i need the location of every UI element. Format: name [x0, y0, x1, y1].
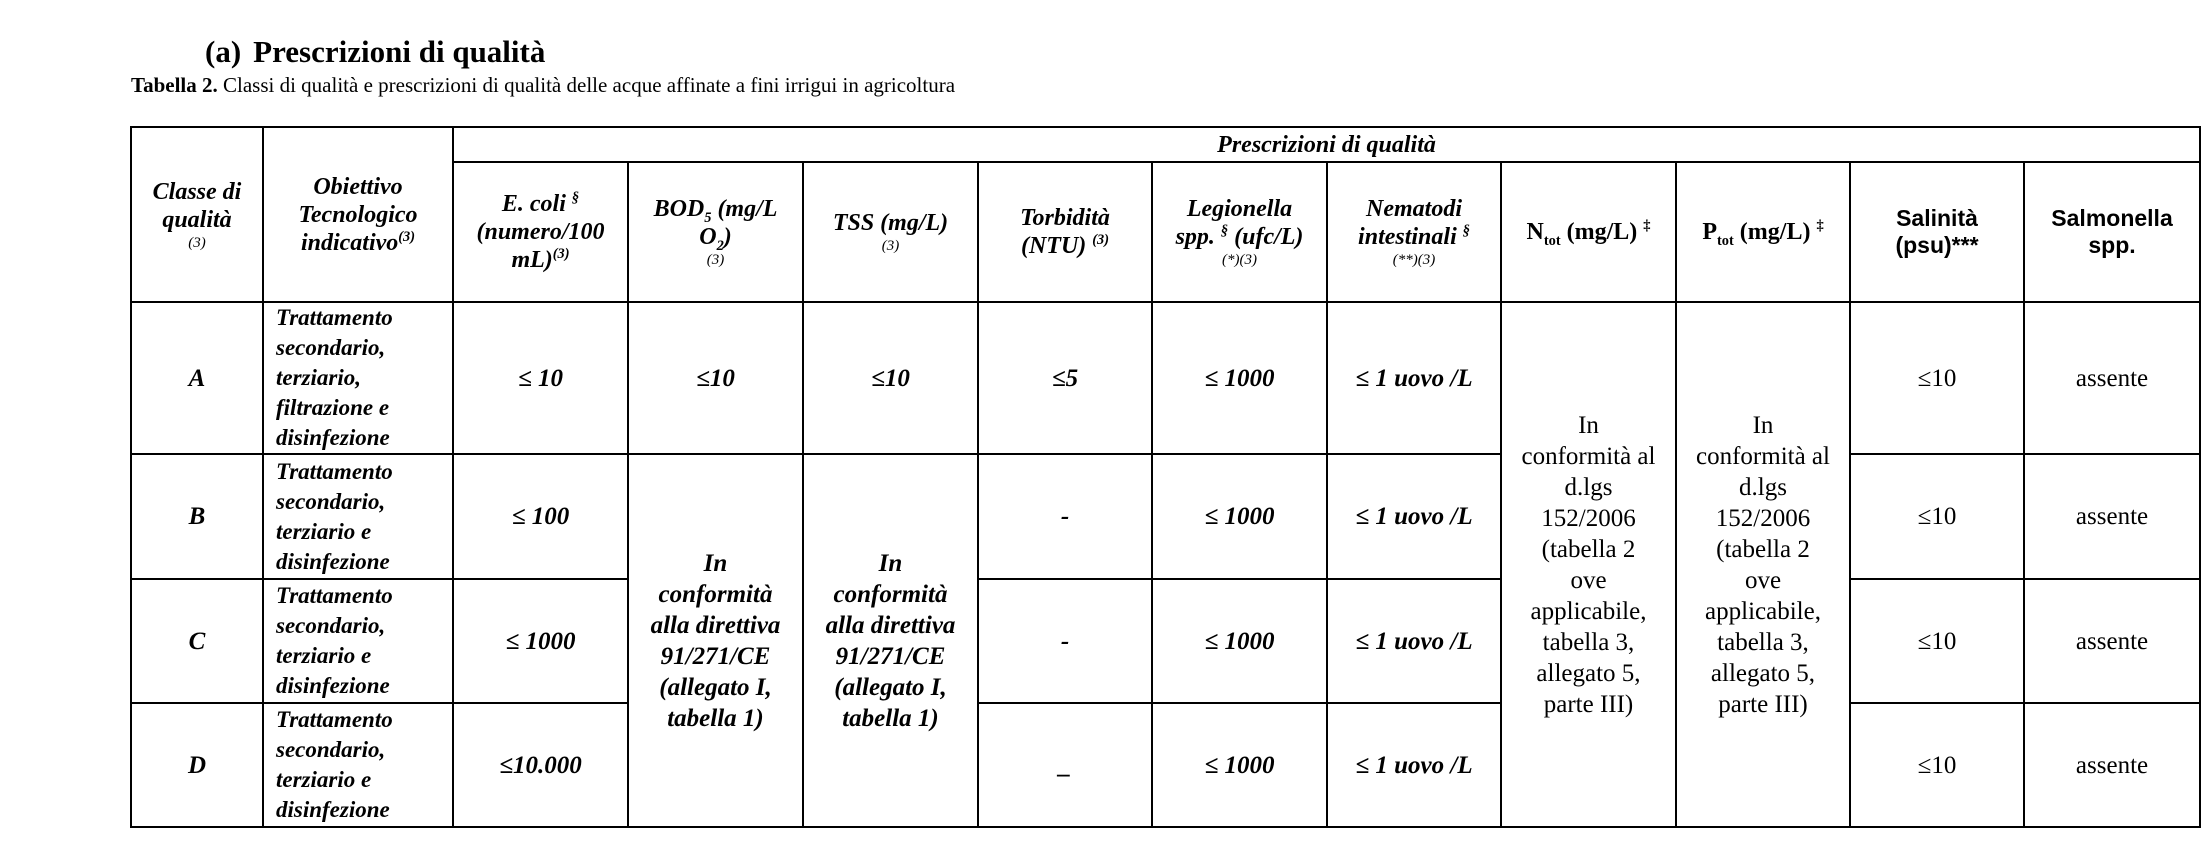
table-caption	[131, 73, 955, 98]
header-legionella: Legionella spp. § (ufc/L) (*)(3)	[1152, 162, 1327, 302]
cell-legionella: ≤ 1000	[1152, 454, 1327, 579]
caption-text: Classi di qualità e prescrizioni di qualità delle acque affinate a fini irrigui in agricoltura	[223, 73, 956, 97]
section-title: Prescrizioni di qualità	[253, 34, 546, 69]
caption-lead: Tabella 2.	[131, 73, 218, 97]
cell-salmonella: assente	[2024, 579, 2200, 703]
cell-salinita: ≤10	[1850, 302, 2024, 454]
cell-ecoli: ≤ 10	[453, 302, 628, 454]
cell-classe: D	[131, 703, 263, 827]
cell-nematodi: ≤ 1 uovo /L	[1327, 302, 1501, 454]
header-ecoli: E. coli § (numero/100 mL)$^{(3)}$	[453, 162, 628, 302]
cell-legionella: ≤ 1000	[1152, 579, 1327, 703]
cell-torbidita: -	[978, 454, 1152, 579]
cell-nematodi: ≤ 1 uovo /L	[1327, 579, 1501, 703]
header-salmonella: Salmonella spp.	[2024, 162, 2200, 302]
header-tss: TSS (mg/L) (3)	[803, 162, 978, 302]
table-row	[131, 302, 2200, 454]
cell-obiettivo: Trattamento secondario, terziario, filtrazione e disinfezione	[263, 302, 453, 454]
cell-legionella: ≤ 1000	[1152, 302, 1327, 454]
cell-salinita: ≤10	[1850, 454, 2024, 579]
cell-salmonella: assente	[2024, 302, 2200, 454]
cell-torbidita: ≤5	[978, 302, 1152, 454]
cell-legionella: ≤ 1000	[1152, 703, 1327, 827]
cell-classe: A	[131, 302, 263, 454]
cell-salinita: ≤10	[1850, 579, 2024, 703]
table-row	[131, 579, 2200, 703]
cell-bod-merged: In conformità alla direttiva 91/271/CE (allegato I, tabella 1)	[628, 454, 803, 827]
cell-salmonella: assente	[2024, 703, 2200, 827]
cell-obiettivo: Trattamento secondario, terziario e disinfezione	[263, 454, 453, 579]
header-bod: $BOD_5$ (mg/L $O_2$) (3)	[628, 162, 803, 302]
section-heading	[205, 34, 545, 70]
table-row	[131, 703, 2200, 827]
header-obiettivo: Obiettivo Tecnologico indicativo$^{(3)}$	[263, 127, 453, 302]
header-salinita: Salinità (psu)***	[1850, 162, 2024, 302]
section-label: (a)	[205, 34, 242, 69]
cell-salmonella: assente	[2024, 454, 2200, 579]
cell-obiettivo: Trattamento secondario, terziario e disinfezione	[263, 703, 453, 827]
cell-ptot-merged: In conformità al d.lgs 152/2006 (tabella 2 ove applicabile, tabella 3, allegato 5, parte III)	[1676, 302, 1850, 827]
cell-ecoli: ≤10.000	[453, 703, 628, 827]
header-torbidita: Torbidità (NTU) $^{(3)}$	[978, 162, 1152, 302]
cell-ntot-merged: In conformità al d.lgs 152/2006 (tabella 2 ove applicabile, tabella 3, allegato 5, parte III)	[1501, 302, 1676, 827]
cell-tss: ≤10	[803, 302, 978, 454]
cell-bod: ≤10	[628, 302, 803, 454]
header-nematodi: Nematodi intestinali § (**)(3)	[1327, 162, 1501, 302]
cell-classe: B	[131, 454, 263, 579]
header-ntot: $N_{tot}$ (mg/L) ‡	[1501, 162, 1676, 302]
cell-nematodi: ≤ 1 uovo /L	[1327, 703, 1501, 827]
header-ptot: $P_{tot}$ (mg/L) ‡	[1676, 162, 1850, 302]
cell-ecoli: ≤ 1000	[453, 579, 628, 703]
cell-salinita: ≤10	[1850, 703, 2024, 827]
quality-table	[130, 126, 2201, 828]
cell-torbidita: -	[978, 579, 1152, 703]
cell-nematodi: ≤ 1 uovo /L	[1327, 454, 1501, 579]
cell-ecoli: ≤ 100	[453, 454, 628, 579]
cell-tss-merged: In conformità alla direttiva 91/271/CE (allegato I, tabella 1)	[803, 454, 978, 827]
cell-classe: C	[131, 579, 263, 703]
header-group-prescrizioni: Prescrizioni di qualità	[453, 127, 2200, 162]
table-row	[131, 454, 2200, 579]
cell-obiettivo: Trattamento secondario, terziario e disinfezione	[263, 579, 453, 703]
header-classe: Classe di qualità (3)	[131, 127, 263, 302]
cell-torbidita: _	[978, 703, 1152, 827]
